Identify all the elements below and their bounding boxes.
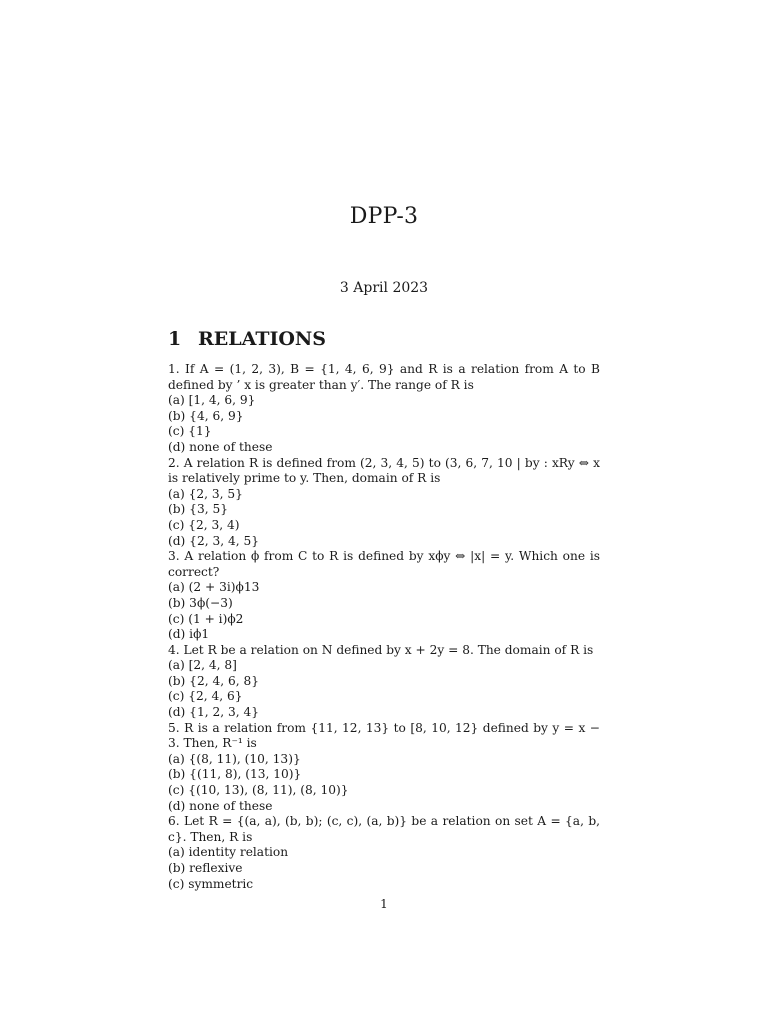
question-list bbox=[168, 362, 600, 892]
document-title: DPP-3 bbox=[349, 204, 419, 229]
question-1: 1. If A = (1, 2, 3), B = {1, 4, 6, 9} and R is a relation from A to B defined by ’ x is greater than y′. The range of R is bbox=[168, 362, 600, 392]
question-5-option-d: (d) none of these bbox=[168, 798, 273, 813]
question-2-option-b: (b) {3, 5} bbox=[168, 502, 228, 517]
question-3-option-b: (b) 3ϕ(−3) bbox=[168, 595, 233, 610]
question-6: 6. Let R = {(a, a), (b, b); (c, c), (a, b)} be a relation on set A = {a, b, c}. Then, R is bbox=[168, 814, 600, 844]
question-4: 4. Let R be a relation on N defined by x + 2y = 8. The domain of R is bbox=[168, 642, 594, 657]
question-5: 5. R is a relation from {11, 12, 13} to [8, 10, 12} defined by y = x − 3. Then, R⁻¹ is bbox=[168, 720, 600, 751]
question-6-option-a: (a) identity relation bbox=[168, 845, 289, 860]
question-2-option-c: (c) {2, 3, 4) bbox=[168, 517, 240, 532]
question-6-option-c: (c) symmetric bbox=[168, 876, 254, 891]
question-4-option-a: (a) [2, 4, 8] bbox=[168, 658, 237, 673]
question-1-option-a: (a) [1, 4, 6, 9} bbox=[168, 393, 256, 408]
page-number: 1 bbox=[380, 897, 388, 911]
question-3: 3. A relation ϕ from C to R is defined by xϕy ⇔ |x| = y. Which one is correct? bbox=[168, 549, 600, 579]
question-4-option-c: (c) {2, 4, 6} bbox=[168, 689, 243, 704]
question-5-option-c: (c) {(10, 13), (8, 11), (8, 10)} bbox=[168, 783, 349, 798]
section-title: RELATIONS bbox=[198, 328, 326, 350]
question-3-option-c: (c) (1 + i)ϕ2 bbox=[168, 611, 244, 626]
section-heading bbox=[168, 328, 326, 350]
question-5-option-a: (a) {(8, 11), (10, 13)} bbox=[168, 751, 301, 766]
section-number: 1 bbox=[168, 328, 182, 350]
question-4-option-d: (d) {1, 2, 3, 4} bbox=[168, 705, 259, 720]
question-2: 2. A relation R is defined from (2, 3, 4, 5) to (3, 6, 7, 10 | by : xRy ⇔ x is relatively prime to y. Then, domain of R is bbox=[168, 455, 600, 486]
question-1-option-c: (c) {1} bbox=[168, 424, 212, 439]
question-1-option-b: (b) {4, 6, 9} bbox=[168, 408, 244, 423]
document-date: 3 April 2023 bbox=[339, 280, 429, 296]
question-4-option-b: (b) {2, 4, 6, 8} bbox=[168, 673, 259, 688]
question-6-option-b: (b) reflexive bbox=[168, 861, 243, 875]
question-2-option-a: (a) {2, 3, 5} bbox=[168, 486, 243, 501]
question-2-option-d: (d) {2, 3, 4, 5} bbox=[168, 533, 259, 548]
question-3-option-a: (a) (2 + 3i)ϕ13 bbox=[168, 580, 260, 595]
question-3-option-d: (d) iϕ1 bbox=[168, 627, 210, 642]
question-1-option-d: (d) none of these bbox=[168, 439, 273, 454]
question-5-option-b: (b) {(11, 8), (13, 10)} bbox=[168, 767, 302, 782]
